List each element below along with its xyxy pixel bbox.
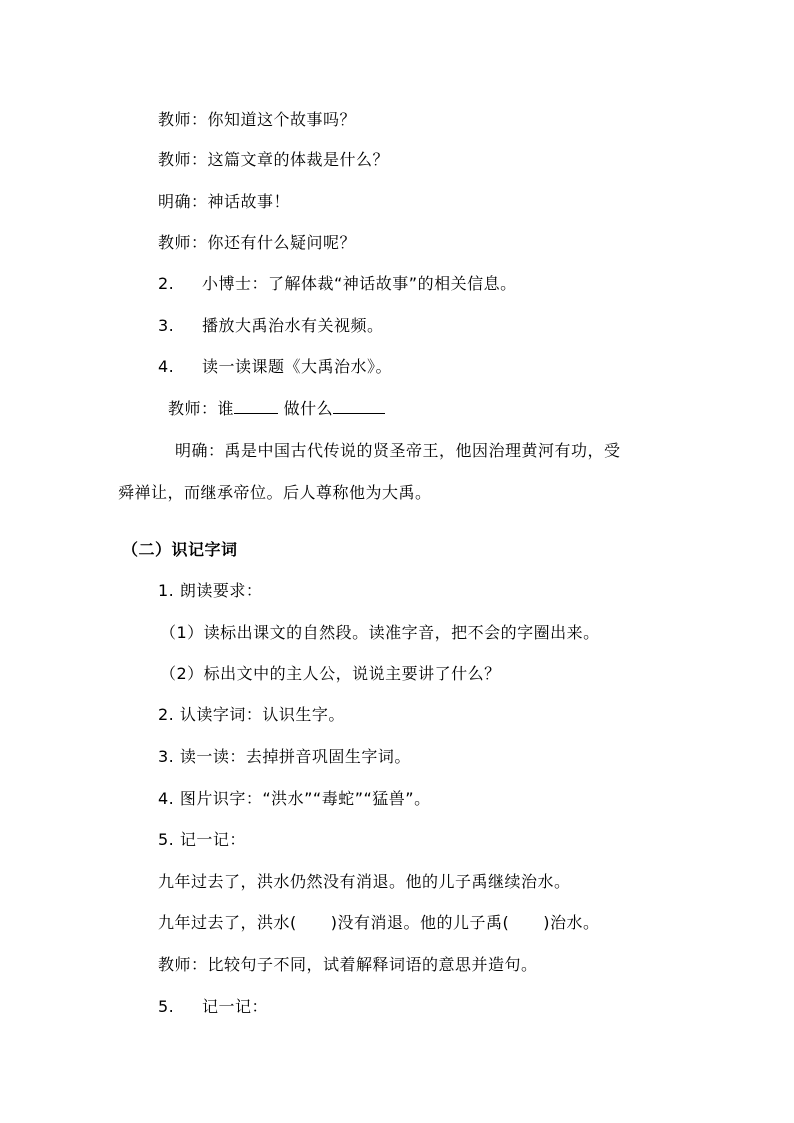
item-requirement-2: （2）标出文中的主人公，说说主要讲了什么？ [160, 664, 501, 683]
teacher-line-1: 教师：你知道这个故事吗？ [158, 110, 357, 129]
blank-line [333, 399, 385, 414]
teacher-line-2: 教师：这篇文章的体裁是什么？ [158, 150, 390, 169]
list-item-4 [158, 357, 392, 377]
list-item-5-repeat [158, 997, 268, 1017]
blank-line [234, 399, 278, 414]
section-title: （二）识记字词 [122, 540, 238, 559]
answer-paragraph-line-2: 舜禅让，而继承帝位。后人尊称他为大禹。 [118, 483, 432, 502]
list-text: 读一读课题《大禹治水》。 [202, 357, 393, 376]
item-memorize: 5. 记一记： [158, 830, 246, 849]
list-text: 小博士：了解体裁“神话故事”的相关信息。 [202, 274, 517, 293]
sentence-part-a: 九年过去了，洪水( [158, 913, 297, 932]
list-item-3 [158, 316, 384, 336]
teacher-question [168, 399, 385, 419]
sentence-part-c: )治水。 [543, 913, 600, 932]
answer-line-1: 明确：神话故事！ [158, 192, 291, 211]
question-what: 做什么 [278, 399, 334, 418]
example-sentence: 九年过去了，洪水仍然没有消退。他的儿子禹继续治水。 [158, 872, 571, 891]
item-recognize-words: 2. 认读字词：认识生字。 [158, 705, 345, 724]
item-requirement-1: （1）读标出课文的自然段。读准字音，把不会的字圈出来。 [160, 623, 600, 642]
fill-blank-sentence [158, 913, 600, 933]
teacher-compare: 教师：比较句子不同，试着解释词语的意思并造句。 [158, 955, 538, 974]
answer-paragraph-line-1: 明确：禹是中国古代传说的贤圣帝王，他因治理黄河有功，受 [175, 441, 621, 460]
list-text: 播放大禹治水有关视频。 [202, 316, 384, 335]
teacher-line-3: 教师：你还有什么疑问呢？ [158, 233, 357, 252]
item-reading-requirements: 1. 朗读要求： [158, 581, 263, 600]
sentence-part-b: )没有消退。他的儿子禹( [330, 913, 510, 932]
list-text: 记一记： [202, 997, 269, 1016]
list-number: 4. [158, 357, 175, 376]
list-number: 2. [158, 274, 175, 293]
list-number: 5. [158, 997, 175, 1016]
list-number: 3. [158, 316, 175, 335]
item-read-aloud: 3. 读一读：去掉拼音巩固生字词。 [158, 747, 411, 766]
question-who: 教师：谁 [168, 399, 235, 418]
list-item-2 [158, 274, 517, 294]
item-picture-words: 4. 图片识字：“洪水”“毒蛇”“猛兽”。 [158, 789, 431, 808]
